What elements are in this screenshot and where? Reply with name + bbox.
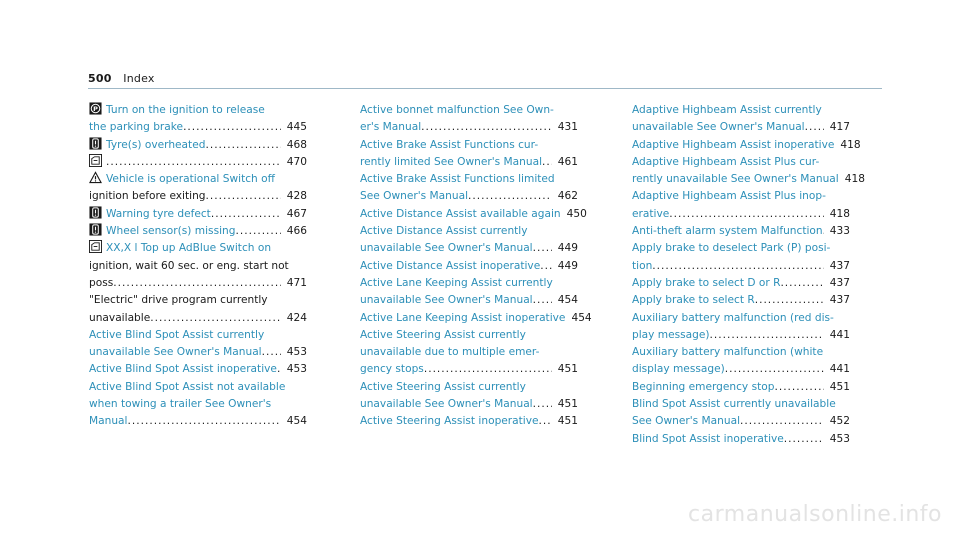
index-entry-label: Active Steering Assist inoperative	[360, 415, 539, 428]
index-entry-line	[632, 396, 850, 413]
leader-dots	[805, 119, 824, 136]
index-entry-label: Tyre(s) overheated	[106, 138, 206, 151]
page-reference: 454	[286, 415, 307, 428]
index-entry-label: display message)	[632, 363, 725, 376]
page-reference: 471	[286, 276, 307, 289]
leader-dots	[710, 327, 824, 344]
index-entry-label: Active Blind Spot Assist inoperative	[89, 363, 277, 376]
index-entry-line	[89, 327, 307, 344]
index-entry-leader-line	[89, 119, 307, 136]
index-entry-text: when towing a trailer See Owner's	[89, 398, 272, 411]
index-entry-text	[632, 327, 710, 344]
index-entry-text: Apply brake to deselect Park (P) posi-	[632, 242, 831, 255]
index-entry-text	[632, 137, 834, 154]
page-reference: 437	[829, 294, 850, 307]
index-entry-leader-line	[360, 413, 578, 430]
index-entry-text	[632, 275, 780, 292]
index-entry[interactable]	[360, 310, 592, 327]
index-entry-text: XX,X l Top up AdBlue Switch on	[106, 242, 272, 255]
index-entry-label: Active Distance Assist available again	[360, 207, 561, 220]
index-entry-label: ignition before exiting	[89, 190, 206, 203]
index-entry-text	[360, 396, 533, 413]
index-entry[interactable]	[360, 258, 578, 275]
index-entry-line	[632, 188, 850, 205]
page-reference: 454	[557, 294, 578, 307]
index-entry-label: unavailable See Owner's Manual	[360, 294, 533, 307]
index-entry[interactable]	[360, 137, 578, 172]
index-entry-text	[632, 431, 784, 448]
index-entry-text	[632, 223, 823, 240]
page-reference: 452	[829, 415, 850, 428]
index-entry[interactable]	[360, 223, 578, 258]
page-header	[88, 72, 155, 85]
page-reference: 470	[286, 155, 307, 168]
page-reference: 441	[829, 328, 850, 341]
page-reference: 449	[557, 242, 578, 255]
index-entry-label: unavailable See Owner's Manual	[360, 242, 533, 255]
index-entry-text	[632, 119, 805, 136]
page-reference: 441	[829, 363, 850, 376]
leader-dots	[235, 223, 280, 240]
index-entry[interactable]	[89, 154, 307, 171]
tyre-pressure-icon	[89, 206, 102, 219]
leader-dots	[150, 310, 281, 327]
page-reference: 417	[829, 121, 850, 134]
leader-dots	[211, 206, 281, 223]
index-entry[interactable]	[89, 361, 307, 378]
index-entry[interactable]	[360, 275, 578, 310]
leader-dots	[539, 413, 552, 430]
index-entry-text	[360, 119, 421, 136]
leader-dots	[421, 119, 552, 136]
index-entry-text: Vehicle is operational Switch off	[106, 173, 275, 186]
index-entry-leader-line	[360, 292, 578, 309]
index-entry-label: Warning tyre defect	[106, 207, 211, 220]
index-entry-leader-line	[360, 119, 578, 136]
tyre-pressure-icon	[89, 223, 102, 236]
index-entry-label: play message)	[632, 328, 710, 341]
index-entry-leader-line	[632, 223, 850, 240]
index-entry-text	[632, 361, 725, 378]
index-entry-text: Active Brake Assist Functions limited	[360, 173, 555, 186]
leader-dots	[542, 154, 552, 171]
page-reference: 451	[557, 398, 578, 411]
index-entry-leader-line	[360, 361, 578, 378]
index-entry-leader-line	[632, 327, 850, 344]
index-entry-line	[360, 171, 578, 188]
leader-dots	[424, 361, 552, 378]
index-entry-label: unavailable See Owner's Manual	[632, 121, 805, 134]
index-entry-label: Beginning emergency stop	[632, 380, 775, 393]
index-entry[interactable]	[360, 206, 587, 223]
index-entry-text: Adaptive Highbeam Assist Plus inop-	[632, 190, 826, 203]
index-entry-label: unavailable See Owner's Manual	[89, 346, 262, 359]
page-reference: 437	[829, 276, 850, 289]
page-title: Index	[123, 72, 155, 85]
index-entry[interactable]	[632, 188, 850, 223]
index-entry-label: Apply brake to select D or R	[632, 276, 781, 289]
page-reference: 454	[571, 311, 592, 324]
index-entry-text	[89, 137, 205, 154]
index-entry[interactable]	[632, 154, 865, 189]
index-entry[interactable]	[632, 137, 861, 154]
index-entry-text	[89, 154, 106, 171]
index-entry-line	[360, 379, 578, 396]
index-entry-leader-line	[360, 154, 578, 171]
page-reference: 418	[829, 207, 850, 220]
index-entry-text	[360, 188, 468, 205]
index-entry[interactable]	[632, 223, 850, 240]
index-entry-line	[632, 344, 850, 361]
page-reference: 418	[840, 138, 861, 151]
index-entry-text: unavailable due to multiple emer-	[360, 346, 540, 359]
leader-dots	[652, 258, 823, 275]
index-entry-leader-line	[632, 413, 850, 430]
index-entry-leader-line	[360, 396, 578, 413]
index-entry-leader-line	[89, 361, 307, 378]
index-entry-line	[360, 223, 578, 240]
index-entry-line	[89, 240, 307, 257]
page-reference: 466	[286, 225, 307, 238]
index-entry-label: er's Manual	[360, 121, 422, 134]
index-entry[interactable]	[89, 206, 307, 223]
index-entry-line	[632, 240, 850, 257]
page-number: 500	[88, 72, 112, 85]
index-entry-leader-line	[632, 379, 850, 396]
index-entry[interactable]	[89, 223, 307, 240]
index-entry-text	[360, 413, 539, 430]
index-entry-text	[89, 188, 206, 205]
page-reference: 431	[557, 121, 578, 134]
index-entry-label: Anti-theft alarm system Malfunction	[632, 225, 823, 238]
warning-triangle-icon	[89, 171, 102, 184]
leader-dots	[113, 275, 281, 292]
index-entry[interactable]	[632, 344, 850, 379]
index-entry-label: poss	[89, 276, 114, 289]
index-entry-leader-line	[89, 137, 307, 154]
index-entry-leader-line	[632, 258, 850, 275]
leader-dots	[183, 119, 281, 136]
index-entry-label: Adaptive Highbeam Assist inoperative	[632, 138, 835, 151]
index-entry-text	[89, 361, 277, 378]
index-entry-text: Auxiliary battery malfunction (white	[632, 346, 824, 359]
index-entry-line	[360, 327, 578, 344]
index-entry-text: Active Blind Spot Assist not available	[89, 380, 286, 393]
index-entry-leader-line	[89, 188, 307, 205]
index-entry-line	[632, 102, 850, 119]
index-entry-line	[89, 396, 307, 413]
index-entry-text: Active Distance Assist currently	[360, 225, 528, 238]
index-entry[interactable]	[632, 292, 850, 309]
index-entry-text: "Electric" drive program currently	[89, 294, 268, 307]
index-entry[interactable]	[632, 379, 850, 396]
index-entry-line	[360, 137, 578, 154]
index-entry[interactable]	[360, 171, 578, 206]
header-divider	[88, 88, 882, 89]
index-entry-text: Active Blind Spot Assist currently	[89, 328, 265, 341]
index-entry-text: Active bonnet malfunction See Own-	[360, 104, 554, 116]
index-entry-line	[360, 344, 578, 361]
parking-brake-icon	[89, 102, 102, 115]
index-entry-text: Active Steering Assist currently	[360, 380, 526, 393]
page-reference: 451	[829, 380, 850, 393]
page-reference: 453	[286, 346, 307, 359]
index-entry-text: ignition, wait 60 sec. or eng. start not	[89, 259, 289, 272]
index-entry-leader-line	[89, 154, 307, 171]
index-entry-text: Active Brake Assist Functions cur-	[360, 138, 539, 151]
index-entry-leader-line	[360, 258, 578, 275]
index-entry-label: unavailable	[89, 311, 151, 324]
page-reference: 467	[286, 207, 307, 220]
leader-dots	[128, 413, 281, 430]
leader-dots	[262, 344, 281, 361]
page-reference: 451	[557, 415, 578, 428]
page-reference: 449	[557, 259, 578, 272]
tyre-pressure-icon	[89, 137, 102, 150]
leader-dots	[533, 292, 552, 309]
page-reference: 462	[557, 190, 578, 203]
index-entry-label: rently limited See Owner's Manual	[360, 155, 543, 168]
index-entry-leader-line	[89, 344, 307, 361]
index-entry-text	[360, 154, 542, 171]
page-reference: 424	[286, 311, 307, 324]
adblue-icon	[89, 154, 102, 167]
index-entry-line	[89, 258, 307, 275]
index-entry-text: Active Steering Assist currently	[360, 328, 526, 341]
index-entry[interactable]	[360, 327, 578, 379]
index-entry-leader-line	[360, 240, 578, 257]
index-entry[interactable]	[632, 240, 850, 275]
index-entry-label: erative	[632, 207, 670, 220]
leader-dots	[205, 137, 280, 154]
index-entry-label: unavailable See Owner's Manual	[360, 398, 533, 411]
index-entry-text	[632, 379, 774, 396]
page-reference: 461	[557, 155, 578, 168]
index-entry-label: Manual	[89, 415, 128, 428]
index-entry-label: Wheel sensor(s) missing	[106, 225, 236, 238]
index-entry[interactable]	[632, 431, 850, 448]
index-entry-leader-line	[632, 292, 850, 309]
page-reference: 428	[286, 190, 307, 203]
index-entry-label: rently unavailable See Owner's Manual	[632, 173, 839, 186]
index-entry-text: Turn on the ignition to release	[106, 104, 265, 116]
index-entry-text	[89, 344, 262, 361]
index-entry[interactable]	[89, 327, 307, 362]
index-entry[interactable]	[360, 379, 578, 414]
index-entry-line	[89, 102, 307, 119]
index-column-1	[89, 102, 307, 431]
index-entry-label: See Owner's Manual	[360, 190, 469, 203]
index-entry-text	[632, 258, 652, 275]
index-entry-leader-line	[360, 188, 578, 205]
index-entry-text: Blind Spot Assist currently unavailable	[632, 398, 836, 411]
index-entry-text	[632, 413, 740, 430]
index-entry-leader-line	[632, 206, 850, 223]
index-entry-leader-line	[632, 361, 850, 378]
index-entry-text	[360, 258, 540, 275]
index-entry-line	[89, 292, 307, 309]
index-entry-text	[360, 240, 533, 257]
index-entry-text	[360, 361, 424, 378]
leader-dots	[774, 379, 823, 396]
page-reference: 445	[286, 121, 307, 134]
index-entry-text	[89, 310, 150, 327]
page-reference: 418	[844, 173, 865, 186]
adblue-icon	[89, 240, 102, 253]
index-entry-text	[360, 310, 565, 327]
leader-dots	[780, 275, 823, 292]
index-entry[interactable]	[632, 310, 850, 345]
index-entry-leader-line	[89, 275, 307, 292]
index-entry-leader-line	[632, 275, 850, 292]
watermark: carmanualsonline.info	[688, 502, 942, 527]
index-entry-leader-line	[89, 206, 307, 223]
index-entry-text	[89, 223, 235, 240]
leader-dots	[533, 396, 552, 413]
index-entry-leader-line	[89, 310, 307, 327]
index-entry-label: tion	[632, 259, 653, 272]
index-entry[interactable]	[360, 102, 578, 137]
leader-dots	[106, 154, 281, 171]
index-entry-label: Blind Spot Assist inoperative	[632, 432, 784, 445]
index-entry[interactable]	[89, 137, 307, 154]
leader-dots	[540, 258, 552, 275]
index-entry-text	[632, 171, 839, 188]
index-entry-line	[360, 275, 578, 292]
index-entry-label: gency stops	[360, 363, 424, 376]
index-entry-label: See Owner's Manual	[632, 415, 741, 428]
index-entry[interactable]	[89, 102, 307, 137]
svg-text:P: P	[93, 104, 98, 113]
leader-dots	[533, 240, 552, 257]
index-entry-line	[89, 379, 307, 396]
index-entry-label: Active Lane Keeping Assist inoperative	[360, 311, 566, 324]
index-entry-label: Apply brake to select R	[632, 294, 755, 307]
index-entry[interactable]	[89, 171, 307, 206]
index-entry-line	[632, 310, 850, 327]
index-column-2	[360, 102, 592, 431]
page-reference: 453	[286, 363, 307, 376]
index-entry-text	[89, 275, 113, 292]
leader-dots	[669, 206, 824, 223]
index-entry-label: Active Distance Assist inoperative	[360, 259, 541, 272]
index-entry-text: Adaptive Highbeam Assist Plus cur-	[632, 155, 820, 168]
index-entry-leader-line	[89, 413, 307, 430]
index-entry-leader-line	[360, 310, 592, 327]
index-entry-line	[632, 154, 850, 171]
index-entry-text: Active Lane Keeping Assist currently	[360, 276, 553, 289]
index-entry-label: the parking brake	[89, 121, 184, 134]
page-reference: 437	[829, 259, 850, 272]
index-entry-leader-line	[632, 119, 850, 136]
leader-dots	[755, 292, 824, 309]
index-entry-text: Adaptive Highbeam Assist currently	[632, 104, 822, 116]
index-entry-text	[89, 119, 183, 136]
index-entry-line	[89, 171, 307, 188]
index-entry-line	[360, 102, 578, 119]
leader-dots	[784, 431, 824, 448]
index-column-3	[632, 102, 865, 448]
page-reference: 453	[829, 432, 850, 445]
leader-dots	[740, 413, 824, 430]
leader-dots	[725, 361, 824, 378]
index-entry-text	[632, 292, 755, 309]
page-reference: 451	[557, 363, 578, 376]
index-entry-text	[89, 413, 128, 430]
index-entry-text	[89, 206, 211, 223]
index-entry-leader-line	[632, 137, 861, 154]
leader-dots	[206, 188, 281, 205]
index-entry-text	[360, 292, 533, 309]
index-entry-leader-line	[360, 206, 587, 223]
page-reference: 468	[286, 138, 307, 151]
page-reference: 450	[566, 207, 587, 220]
index-entry[interactable]	[89, 292, 307, 327]
index-entry-text	[360, 206, 561, 223]
index-entry[interactable]	[89, 240, 307, 292]
page-reference: 433	[829, 225, 850, 238]
index-entry-text	[632, 206, 669, 223]
index-entry[interactable]	[632, 396, 850, 431]
index-entry-text: Auxiliary battery malfunction (red dis-	[632, 311, 834, 324]
leader-dots	[468, 188, 552, 205]
index-entry-leader-line	[632, 431, 850, 448]
index-entry[interactable]	[632, 275, 850, 292]
index-entry-leader-line	[89, 223, 307, 240]
index-entry[interactable]	[360, 413, 578, 430]
index-entry-leader-line	[632, 171, 865, 188]
index-entry[interactable]	[632, 102, 850, 137]
index-entry[interactable]	[89, 379, 307, 431]
